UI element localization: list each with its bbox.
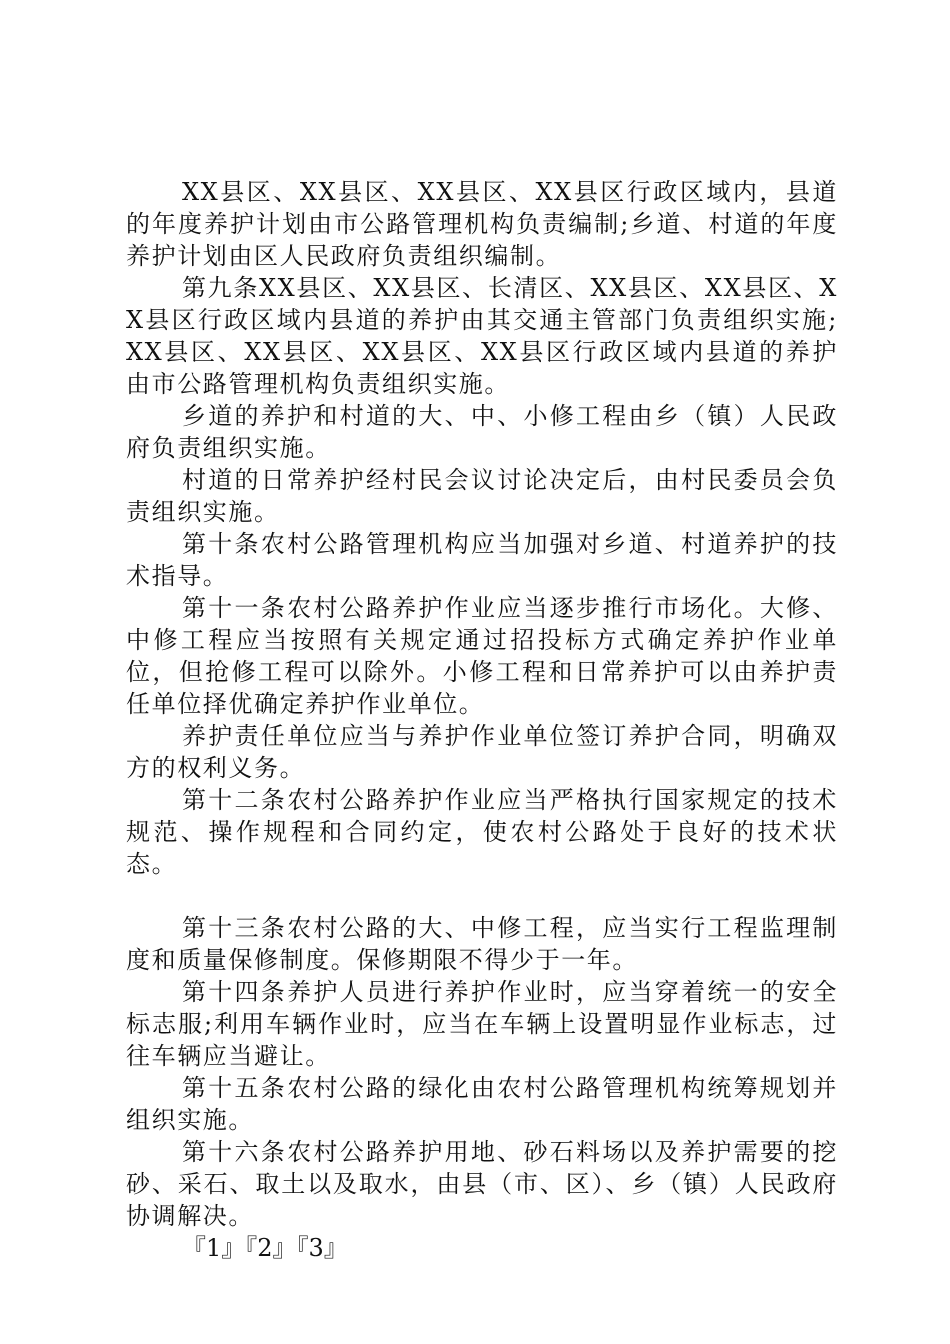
paragraph: 第九条XX县区、XX县区、长清区、XX县区、XX县区、XX县区行政区域内县道的养护由其交通主管部门负责组织实施;XX县区、XX县区、XX县区、XX县区行政区域内县道的养护由市公路管理机构负责组织实施。 <box>126 274 838 398</box>
paragraph: 第十五条农村公路的绿化由农村公路管理机构统筹规划并组织实施。 <box>126 1074 838 1134</box>
document-body <box>126 176 838 1264</box>
paragraph: 养护责任单位应当与养护作业单位签订养护合同，明确双方的权利义务。 <box>126 722 838 782</box>
page-links[interactable]: 『1』『2』『3』 <box>182 1234 348 1262</box>
paragraph: 第十四条养护人员进行养护作业时，应当穿着统一的安全标志服;利用车辆作业时，应当在车辆上设置明显作业标志，过往车辆应当避让。 <box>126 978 838 1070</box>
paragraph: 乡道的养护和村道的大、中、小修工程由乡（镇）人民政府负责组织实施。 <box>126 402 838 462</box>
paragraph: 村道的日常养护经村民会议讨论决定后，由村民委员会负责组织实施。 <box>126 466 838 526</box>
paragraph: 第十一条农村公路养护作业应当逐步推行市场化。大修、中修工程应当按照有关规定通过招投标方式确定养护作业单位，但抢修工程可以除外。小修工程和日常养护可以由养护责任单位择优确定养护作业单位。 <box>126 594 838 718</box>
paragraph: 第十三条农村公路的大、中修工程，应当实行工程监理制度和质量保修制度。保修期限不得少于一年。 <box>126 914 838 974</box>
paragraph: 第十条农村公路管理机构应当加强对乡道、村道养护的技术指导。 <box>126 530 838 590</box>
paragraph: 第十六条农村公路养护用地、砂石料场以及养护需要的挖砂、采石、取土以及取水，由县（市、区）、乡（镇）人民政府协调解决。 <box>126 1138 838 1230</box>
paragraph: XX县区、XX县区、XX县区、XX县区行政区域内，县道的年度养护计划由市公路管理机构负责编制;乡道、村道的年度养护计划由区人民政府负责组织编制。 <box>126 178 838 270</box>
paragraph: 第十二条农村公路养护作业应当严格执行国家规定的技术规范、操作规程和合同约定，使农村公路处于良好的技术状态。 <box>126 786 838 878</box>
